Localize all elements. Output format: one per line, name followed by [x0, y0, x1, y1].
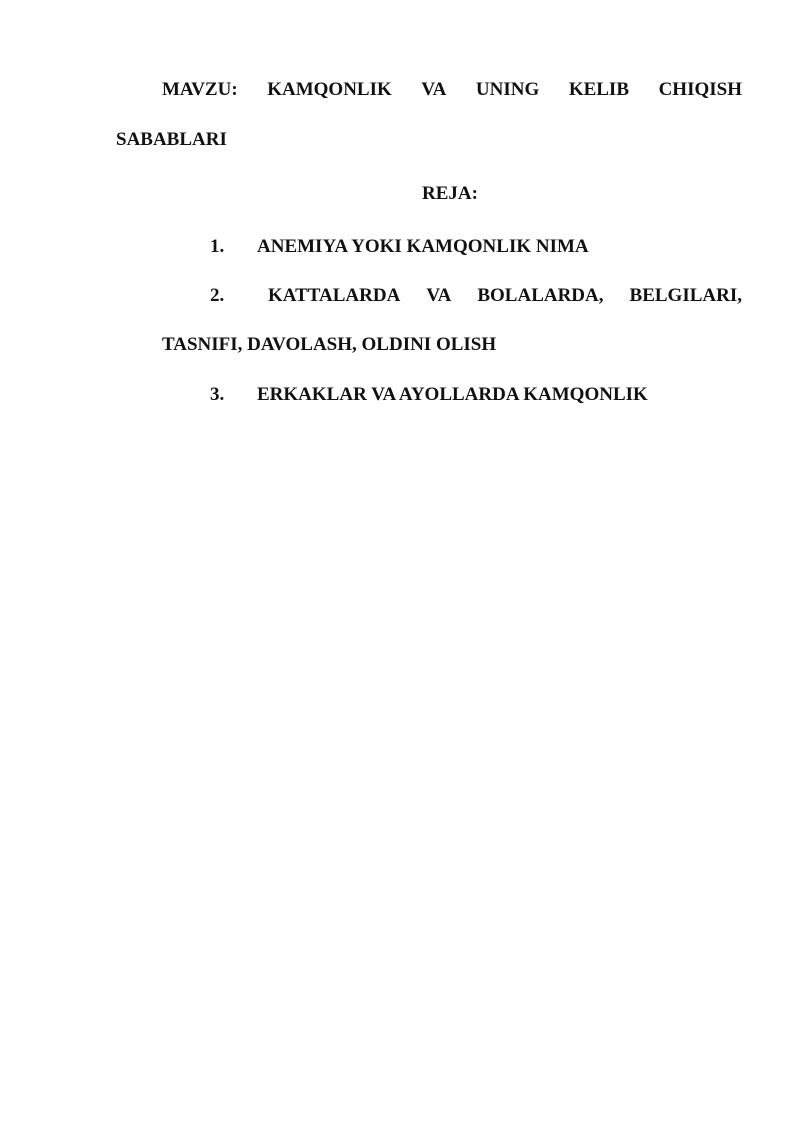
title-line-1 — [162, 80, 742, 99]
list-item-word: KATTALARDA — [268, 285, 401, 306]
title-word: MAVZU: — [162, 79, 238, 100]
list-item-text: ERKAKLAR VA AYOLLARDA KAMQONLIK — [257, 384, 648, 405]
title-word: VA — [421, 79, 447, 100]
list-item-number: 1. — [210, 236, 225, 257]
list-item-text: ANEMIYA YOKI KAMQONLIK NIMA — [257, 236, 589, 257]
list-item-continuation: TASNIFI, DAVOLASH, OLDINI OLISH — [162, 334, 497, 355]
title-word: KAMQONLIK — [267, 79, 392, 100]
list-item-word: BELGILARI, — [629, 285, 742, 306]
list-item-text — [268, 286, 742, 305]
title-line-2: SABABLARI — [116, 129, 227, 150]
list-item-number: 3. — [210, 384, 225, 405]
plan-heading: REJA: — [422, 183, 478, 204]
list-item-word: VA — [426, 285, 452, 306]
list-item-number: 2. — [210, 285, 225, 306]
list-item-word: BOLALARDA, — [477, 285, 604, 306]
title-word: KELIB — [568, 79, 630, 100]
title-word: UNING — [475, 79, 540, 100]
title-word: CHIQISH — [658, 79, 742, 100]
